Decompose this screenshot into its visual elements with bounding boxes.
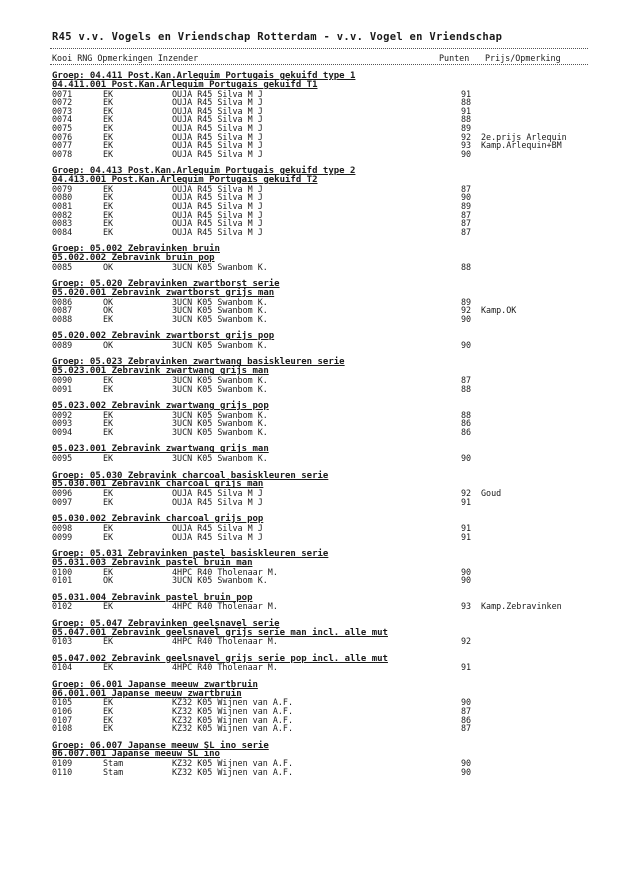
exhibitor: 4HPC R40 Tholenaar M. (172, 601, 278, 612)
cage-number: 0091 (52, 383, 73, 394)
rank-code: EK (103, 140, 114, 151)
entry-row (0, 716, 617, 725)
exhibitor: OUJA R45 Silva M J (172, 522, 263, 533)
exhibitor: 3UCN K05 Swanbom K. (172, 575, 268, 586)
exhibitor: KZ32 K05 Wijnen van A.F. (172, 766, 294, 777)
entry-row (0, 602, 617, 611)
exhibitor: 3UCN K05 Swanbom K. (172, 296, 268, 307)
exhibitor: OUJA R45 Silva M J (172, 114, 263, 125)
group-heading: Groep: 04.411 Post.Kan.Arlequim Portugais gekuifd type 1 (52, 71, 356, 81)
cage-number: 0077 (52, 140, 73, 151)
entry-row (0, 306, 617, 315)
exhibitor: OUJA R45 Silva M J (172, 226, 263, 237)
rank-code: EK (103, 114, 114, 125)
section-block (0, 646, 617, 672)
exhibitor: 3UCN K05 Swanbom K. (172, 340, 268, 351)
section-block (0, 393, 617, 436)
exhibitor: OUJA R45 Silva M J (172, 131, 263, 142)
cage-number: 0076 (52, 131, 73, 142)
group-heading: Groep: 05.031 Zebravinken pastel basiskleuren serie (52, 548, 329, 559)
cage-number: 0074 (52, 114, 73, 125)
entry-row (0, 663, 617, 672)
class-heading: 04.411.001 Post.Kan.Arlequim Portugais gekuifd T1 (52, 79, 318, 90)
rank-code: OK (103, 575, 114, 586)
points: 87 (461, 218, 472, 229)
exhibitor: KZ32 K05 Wijnen van A.F. (172, 758, 294, 769)
points: 89 (461, 296, 472, 307)
rank-code: EK (103, 88, 114, 99)
rank-code: EK (103, 418, 114, 429)
exhibitor: OUJA R45 Silva M J (172, 531, 263, 542)
points: 90 (461, 758, 472, 769)
class-heading: 05.023.001 Zebravink zwartwang grijs man (52, 366, 269, 377)
entry-row (0, 263, 617, 272)
exhibitor: 3UCN K05 Swanbom K. (172, 427, 268, 437)
cage-number: 0073 (52, 105, 73, 116)
exhibitor: OUJA R45 Silva M J (172, 97, 263, 108)
exhibitor: KZ32 K05 Wijnen van A.F. (172, 714, 294, 725)
points: 92 (461, 636, 472, 647)
entry-row (0, 698, 617, 707)
points: 88 (461, 114, 472, 125)
rank-code: EK (103, 409, 114, 420)
section-block (0, 437, 617, 463)
rank-code: EK (103, 706, 114, 717)
section-block (0, 541, 617, 585)
group-heading: Groep: 05.047 Zebravinken geelsnavel serie (52, 618, 280, 629)
entry-row (0, 141, 617, 150)
points: 87 (461, 226, 472, 237)
cage-number: 0071 (52, 88, 73, 99)
entry-row (0, 107, 617, 116)
entry-row (0, 341, 617, 350)
prize-remark: Goud (481, 488, 502, 499)
points: 86 (461, 418, 472, 429)
class-heading: 05.047.001 Zebravink geelsnavel grijs serie man incl. alle mut (52, 627, 388, 638)
exhibitor: 3UCN K05 Swanbom K. (172, 383, 268, 394)
rank-code: EK (103, 453, 114, 464)
cage-number: 0097 (52, 496, 73, 507)
rank-code: EK (103, 105, 114, 116)
cage-number: 0099 (52, 531, 73, 542)
cage-number: 0090 (52, 375, 73, 386)
rank-code: EK (103, 496, 114, 507)
rank-code: EK (103, 636, 114, 647)
prize-remark: 2e.prijs Arlequin (481, 131, 567, 142)
points: 91 (461, 496, 472, 507)
cage-number: 0082 (52, 209, 73, 220)
entry-row (0, 568, 617, 577)
cage-number: 0110 (52, 766, 73, 777)
group-heading: Groep: 05.023 Zebravinken zwartwang basiskleuren serie (52, 357, 345, 368)
rank-code: Stam (103, 766, 124, 777)
entry-row (0, 498, 617, 507)
rank-code: Stam (103, 758, 124, 769)
cage-number: 0102 (52, 601, 73, 612)
rank-code: EK (103, 148, 114, 159)
exhibitor: KZ32 K05 Wijnen van A.F. (172, 723, 294, 734)
cage-number: 0104 (52, 662, 73, 673)
rank-code: OK (103, 296, 114, 307)
points: 92 (461, 131, 472, 142)
page-title: R45 v.v. Vogels en Vriendschap Rotterdam - v.v. Vogel en Vriendschap (52, 31, 503, 43)
cage-number: 0075 (52, 122, 73, 133)
rank-code: OK (103, 261, 114, 272)
column-header-prize: Prijs/Opmerking (485, 53, 561, 63)
points: 91 (461, 88, 472, 99)
group-heading: Groep: 05.030 Zebravink charcoal basiskleuren serie (52, 470, 329, 481)
section-block (0, 72, 617, 158)
rank-code: OK (103, 340, 114, 351)
rank-code: EK (103, 383, 114, 394)
section-block (0, 506, 617, 541)
cage-number: 0096 (52, 488, 73, 499)
cage-number: 0109 (52, 758, 73, 769)
rank-code: EK (103, 226, 114, 237)
cage-number: 0106 (52, 706, 73, 717)
section-block (0, 236, 617, 271)
exhibitor: 3UCN K05 Swanbom K. (172, 261, 268, 272)
section-block (0, 733, 617, 777)
rank-code: EK (103, 566, 114, 577)
cage-number: 0094 (52, 427, 73, 437)
points: 90 (461, 697, 472, 708)
entry-row (0, 576, 617, 585)
cage-number: 0095 (52, 453, 73, 464)
header-rule-bottom (50, 64, 588, 65)
rank-code: EK (103, 723, 114, 734)
group-heading: Groep: 06.001 Japanse meeuw zwartbruin (52, 679, 258, 690)
cage-number: 0085 (52, 261, 73, 272)
points: 87 (461, 375, 472, 386)
entry-row (0, 228, 617, 237)
points: 88 (461, 383, 472, 394)
points: 90 (461, 148, 472, 159)
points: 90 (461, 766, 472, 777)
section-block (0, 585, 617, 611)
section-block (0, 158, 617, 236)
entry-row (0, 489, 617, 498)
points: 90 (461, 313, 472, 324)
exhibitor: KZ32 K05 Wijnen van A.F. (172, 706, 294, 717)
rank-code: EK (103, 714, 114, 725)
cage-number: 0108 (52, 723, 73, 734)
entry-row (0, 185, 617, 194)
points: 90 (461, 340, 472, 351)
exhibitor: 3UCN K05 Swanbom K. (172, 418, 268, 429)
points: 87 (461, 706, 472, 717)
entry-row (0, 724, 617, 733)
points: 87 (461, 209, 472, 220)
entry-row (0, 428, 617, 437)
points: 91 (461, 662, 472, 673)
rank-code: EK (103, 200, 114, 211)
points: 88 (461, 409, 472, 420)
section-block (0, 463, 617, 507)
exhibitor: OUJA R45 Silva M J (172, 209, 263, 220)
exhibitor: KZ32 K05 Wijnen van A.F. (172, 697, 294, 708)
cage-number: 0072 (52, 97, 73, 108)
points: 89 (461, 122, 472, 133)
cage-number: 0107 (52, 714, 73, 725)
column-header-left: Kooi RNG Opmerkingen Inzender (52, 53, 199, 63)
entry-row (0, 115, 617, 124)
rank-code: EK (103, 488, 114, 499)
rank-code: EK (103, 131, 114, 142)
cage-number: 0101 (52, 575, 73, 586)
exhibitor: OUJA R45 Silva M J (172, 105, 263, 116)
exhibitor: OUJA R45 Silva M J (172, 200, 263, 211)
rank-code: EK (103, 209, 114, 220)
entry-row (0, 150, 617, 159)
rank-code: EK (103, 97, 114, 108)
rank-code: EK (103, 531, 114, 542)
cage-number: 0092 (52, 409, 73, 420)
class-heading: 06.001.001 Japanse meeuw zwartbruin (52, 688, 242, 699)
points: 93 (461, 601, 472, 612)
entry-row (0, 193, 617, 202)
group-heading: Groep: 05.020 Zebravinken zwartborst serie (52, 279, 280, 290)
points: 90 (461, 453, 472, 464)
cage-number: 0079 (52, 183, 73, 194)
rank-code: EK (103, 122, 114, 133)
rank-code: EK (103, 662, 114, 673)
exhibitor: OUJA R45 Silva M J (172, 140, 263, 151)
cage-number: 0087 (52, 305, 73, 316)
class-heading: 05.047.002 Zebravink geelsnavel grijs serie pop incl. alle mut (52, 653, 388, 664)
class-heading: 05.030.002 Zebravink charcoal grijs pop (52, 514, 264, 525)
entry-row (0, 315, 617, 324)
cage-number: 0103 (52, 636, 73, 647)
results-list (0, 72, 617, 776)
cage-number: 0089 (52, 340, 73, 351)
points: 86 (461, 714, 472, 725)
class-heading: 06.007.001 Japanse meeuw SL ino (52, 749, 220, 760)
exhibitor: 4HPC R40 Tholenaar M. (172, 636, 278, 647)
points: 90 (461, 566, 472, 577)
group-heading: Groep: 06.007 Japanse meeuw SL ino serie (52, 740, 269, 751)
points: 91 (461, 531, 472, 542)
exhibitor: OUJA R45 Silva M J (172, 496, 263, 507)
points: 91 (461, 522, 472, 533)
class-heading: 05.023.002 Zebravink zwartwang grijs pop (52, 401, 269, 412)
class-heading: 05.023.001 Zebravink zwartwang grijs man (52, 444, 269, 455)
cage-number: 0083 (52, 218, 73, 229)
class-heading: 05.031.003 Zebravink pastel bruin man (52, 557, 253, 568)
section-block (0, 271, 617, 323)
class-heading: 05.002.002 Zebravink bruin pop (52, 252, 215, 263)
points: 86 (461, 427, 472, 437)
exhibitor: OUJA R45 Silva M J (172, 88, 263, 99)
class-heading: 05.020.002 Zebravink zwartborst grijs pop (52, 331, 275, 342)
cage-number: 0086 (52, 296, 73, 307)
points: 88 (461, 261, 472, 272)
entry-row (0, 298, 617, 307)
exhibitor: OUJA R45 Silva M J (172, 122, 263, 133)
cage-number: 0088 (52, 313, 73, 324)
entry-row (0, 385, 617, 394)
entry-row (0, 411, 617, 420)
cage-number: 0081 (52, 200, 73, 211)
entry-row (0, 202, 617, 211)
entry-row (0, 524, 617, 533)
rank-code: EK (103, 183, 114, 194)
exhibitor: OUJA R45 Silva M J (172, 488, 263, 499)
class-heading: 04.413.001 Post.Kan.Arlequim Portugais gekuifd T2 (52, 174, 318, 185)
entry-row (0, 376, 617, 385)
entry-row (0, 211, 617, 220)
exhibitor: OUJA R45 Silva M J (172, 183, 263, 194)
points: 91 (461, 105, 472, 116)
entry-row (0, 90, 617, 99)
rank-code: EK (103, 697, 114, 708)
exhibitor: 3UCN K05 Swanbom K. (172, 409, 268, 420)
prize-remark: Kamp.OK (481, 305, 517, 316)
rank-code: OK (103, 305, 114, 316)
points: 93 (461, 140, 472, 151)
rank-code: EK (103, 522, 114, 533)
points: 87 (461, 723, 472, 734)
exhibitor: 3UCN K05 Swanbom K. (172, 305, 268, 316)
section-block (0, 611, 617, 646)
cage-number: 0084 (52, 226, 73, 237)
class-heading: 05.031.004 Zebravink pastel bruin pop (52, 592, 253, 603)
entry-row (0, 533, 617, 542)
cage-number: 0098 (52, 522, 73, 533)
points: 88 (461, 97, 472, 108)
prize-remark: Kamp.Arlequin+BM (481, 140, 562, 151)
section-block (0, 672, 617, 733)
points: 92 (461, 488, 472, 499)
entry-row (0, 637, 617, 646)
entry-row (0, 219, 617, 228)
rank-code: EK (103, 218, 114, 229)
cage-number: 0078 (52, 148, 73, 159)
exhibitor: 3UCN K05 Swanbom K. (172, 375, 268, 386)
entry-row (0, 759, 617, 768)
exhibitor: OUJA R45 Silva M J (172, 192, 263, 203)
rank-code: EK (103, 601, 114, 612)
cage-number: 0080 (52, 192, 73, 203)
exhibitor: OUJA R45 Silva M J (172, 218, 263, 229)
section-block (0, 350, 617, 394)
points: 92 (461, 305, 472, 316)
prize-remark: Kamp.Zebravinken (481, 601, 562, 612)
class-heading: 05.030.001 Zebravink charcoal grijs man (52, 479, 264, 490)
rank-code: EK (103, 192, 114, 203)
entry-row (0, 707, 617, 716)
entry-row (0, 419, 617, 428)
column-header-points: Punten (439, 53, 470, 63)
exhibitor: 3UCN K05 Swanbom K. (172, 313, 268, 324)
exhibitor: 4HPC R40 Tholenaar M. (172, 566, 278, 577)
entry-row (0, 454, 617, 463)
exhibitor: 4HPC R40 Tholenaar M. (172, 662, 278, 673)
section-block (0, 323, 617, 349)
points: 90 (461, 575, 472, 586)
rank-code: EK (103, 375, 114, 386)
exhibitor: 3UCN K05 Swanbom K. (172, 453, 268, 464)
group-heading: Groep: 05.002 Zebravinken bruin (52, 244, 220, 255)
cage-number: 0100 (52, 566, 73, 577)
class-heading: 05.020.001 Zebravink zwartborst grijs man (52, 287, 275, 298)
cage-number: 0105 (52, 697, 73, 708)
entry-row (0, 98, 617, 107)
points: 90 (461, 192, 472, 203)
rank-code: EK (103, 313, 114, 324)
points: 87 (461, 183, 472, 194)
rank-code: EK (103, 427, 114, 437)
header-rule-top (50, 48, 588, 49)
cage-number: 0093 (52, 418, 73, 429)
exhibitor: OUJA R45 Silva M J (172, 148, 263, 159)
points: 89 (461, 200, 472, 211)
group-heading: Groep: 04.413 Post.Kan.Arlequim Portugais gekuifd type 2 (52, 166, 356, 177)
entry-row (0, 768, 617, 777)
